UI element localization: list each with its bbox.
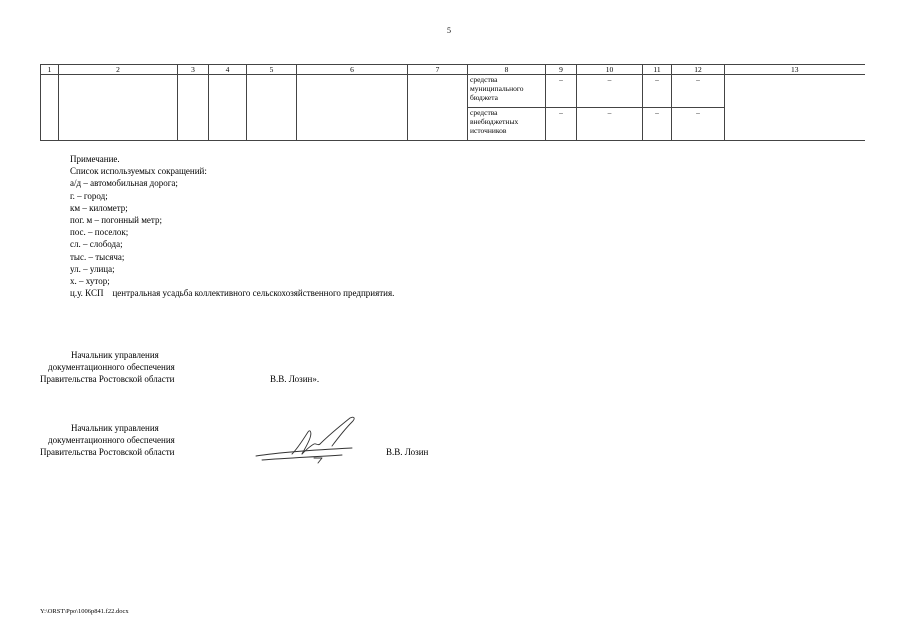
- funding-source-cell: [468, 75, 546, 108]
- value-cell: –: [577, 108, 643, 141]
- col-header: 2: [59, 65, 178, 75]
- abbreviation-item: ц.у. КСП центральная усадьба коллективного сельскохозяйственного предприятия.: [70, 288, 395, 299]
- value-cell: –: [643, 108, 672, 141]
- col-header: 10: [577, 65, 643, 75]
- signature-block-1-name: В.В. Лозин».: [270, 374, 320, 384]
- col-header: 4: [209, 65, 247, 75]
- signature-block-2-name: В.В. Лозин: [386, 447, 429, 457]
- abbreviation-item: г. – город;: [70, 190, 108, 201]
- signature-block-1-title-line2: документационного обеспечения: [48, 362, 175, 372]
- table-cell: [209, 75, 247, 141]
- col-header: 3: [178, 65, 209, 75]
- abbreviation-item: а/д – автомобильная дорога;: [70, 178, 178, 189]
- value-cell: –: [672, 75, 725, 108]
- col-header: 12: [672, 65, 725, 75]
- table-cell: [247, 75, 297, 141]
- file-path-footer: Y:\ORST\Ppo\1006p841.f22.docx: [40, 608, 129, 615]
- note-list-title: Список используемых сокращений:: [70, 166, 207, 177]
- handwritten-signature: [252, 414, 364, 468]
- signature-block-2-title-line1: Начальник управления: [71, 423, 159, 433]
- col-header: 9: [546, 65, 577, 75]
- signature-block-1-title-line1: Начальник управления: [71, 350, 159, 360]
- abbreviation-item: пос. – поселок;: [70, 227, 129, 238]
- note-title: Примечание.: [70, 154, 120, 164]
- value-cell: –: [577, 75, 643, 108]
- table-cell: [297, 75, 408, 141]
- funding-source-line: средства: [470, 108, 498, 117]
- value-cell: –: [672, 108, 725, 141]
- table-row: [41, 75, 865, 108]
- value-cell: –: [546, 75, 577, 108]
- signature-block-2-title-line3: Правительства Ростовской области: [40, 447, 175, 457]
- table-cell: [178, 75, 209, 141]
- col-header: 11: [643, 65, 672, 75]
- col-header: 7: [408, 65, 468, 75]
- funding-source-cell: [468, 108, 546, 141]
- col-header: 1: [41, 65, 59, 75]
- table-cell: [41, 75, 59, 141]
- data-table: [40, 64, 865, 141]
- table-cell: [725, 75, 865, 141]
- value-cell: –: [546, 108, 577, 141]
- abbreviation-item: пог. м – погонный метр;: [70, 215, 162, 226]
- col-header: 13: [725, 65, 865, 75]
- col-header: 5: [247, 65, 297, 75]
- signature-block-2-title-line2: документационного обеспечения: [48, 435, 175, 445]
- funding-source-line: муниципального: [470, 84, 524, 93]
- signature-block-1-title-line3: Правительства Ростовской области: [40, 374, 175, 384]
- page-number: 5: [447, 26, 451, 35]
- funding-source-line: средства: [470, 75, 498, 84]
- table-cell: [59, 75, 178, 141]
- abbreviation-item: ул. – улица;: [70, 263, 115, 274]
- table-cell: [408, 75, 468, 141]
- abbreviation-item: тыс. – тысяча;: [70, 251, 125, 262]
- funding-source-line: бюджета: [470, 93, 498, 102]
- col-header: 8: [468, 65, 546, 75]
- abbreviation-item: х. – хутор;: [70, 276, 110, 287]
- abbreviations-note: [70, 153, 394, 299]
- value-cell: –: [643, 75, 672, 108]
- funding-source-line: внебюджетных: [470, 117, 519, 126]
- col-header: 6: [297, 65, 408, 75]
- funding-source-line: источников: [470, 126, 507, 135]
- abbreviation-item: км – километр;: [70, 202, 128, 213]
- abbreviation-item: сл. – слобода;: [70, 239, 123, 250]
- table-header-row: [41, 65, 865, 75]
